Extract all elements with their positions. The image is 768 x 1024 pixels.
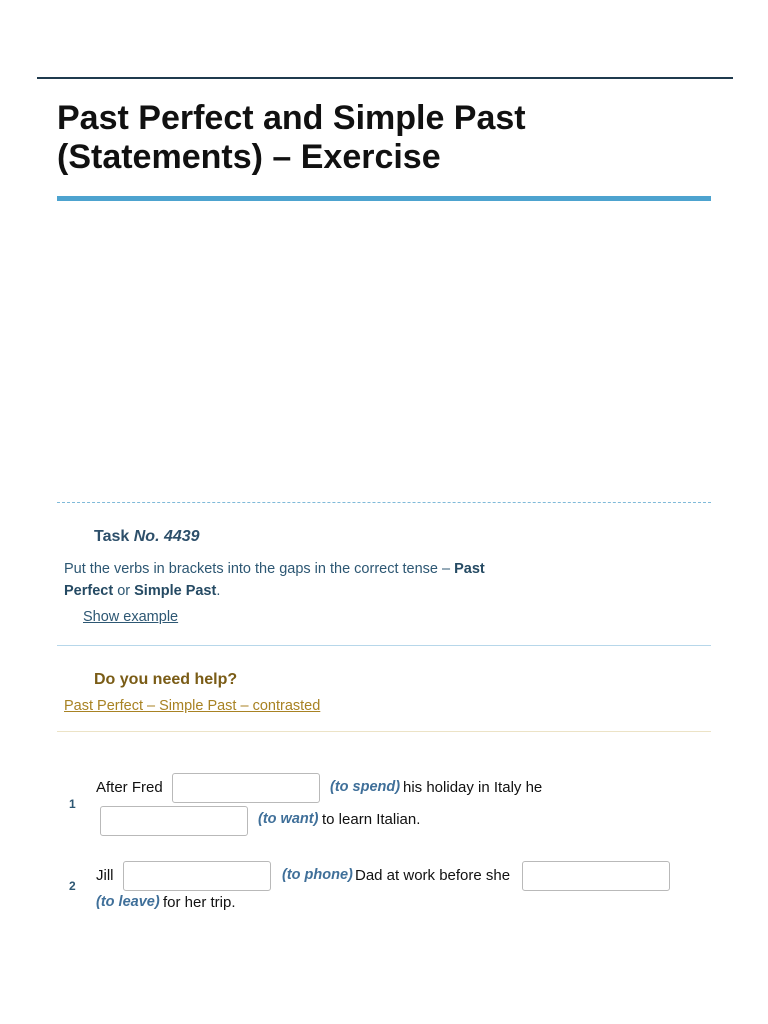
title-underline-bar (57, 196, 711, 201)
show-example-link[interactable]: Show example (83, 609, 179, 625)
task-heading (94, 528, 200, 546)
task-number: No. 4439 (133, 528, 200, 545)
answer-gap-input[interactable] (522, 861, 670, 891)
instruction-term-simple-past: Simple Past (134, 583, 217, 599)
question-text: Dad at work before she (355, 867, 511, 884)
instruction-or: or (113, 583, 135, 599)
question-text: his holiday in Italy he (403, 779, 543, 796)
task-label: Task (94, 528, 130, 545)
answer-gap-input[interactable] (172, 773, 320, 803)
question-text: for her trip. (163, 894, 236, 911)
verb-hint: (to phone) (282, 867, 353, 883)
question-number: 1 (69, 797, 76, 811)
verb-hint: (to want) (258, 811, 319, 827)
question-text: After Fred (96, 779, 163, 796)
header-divider (37, 77, 733, 79)
question-text: to learn Italian. (322, 811, 421, 828)
help-heading: Do you need help? (94, 671, 238, 688)
verb-hint: (to spend) (330, 779, 401, 795)
task-top-divider (57, 502, 711, 503)
answer-gap-input[interactable] (100, 806, 248, 836)
answer-gap-input[interactable] (123, 861, 271, 891)
question-number: 2 (69, 879, 76, 893)
instruction-prefix: Put the verbs in brackets into the gaps in the correct tense – (64, 561, 455, 577)
page-title: Past Perfect and Simple Past (Statements) – Exercise (57, 99, 526, 176)
task-bottom-divider (57, 645, 711, 646)
instruction-end: . (216, 583, 221, 599)
help-bottom-divider (57, 731, 711, 732)
verb-hint: (to leave) (96, 894, 160, 910)
instruction-term-past-perfect: Past Perfect (64, 561, 485, 599)
question-text: Jill (96, 867, 114, 884)
help-grammar-link[interactable]: Past Perfect – Simple Past – contrasted (64, 698, 321, 714)
task-instructions (64, 558, 534, 602)
